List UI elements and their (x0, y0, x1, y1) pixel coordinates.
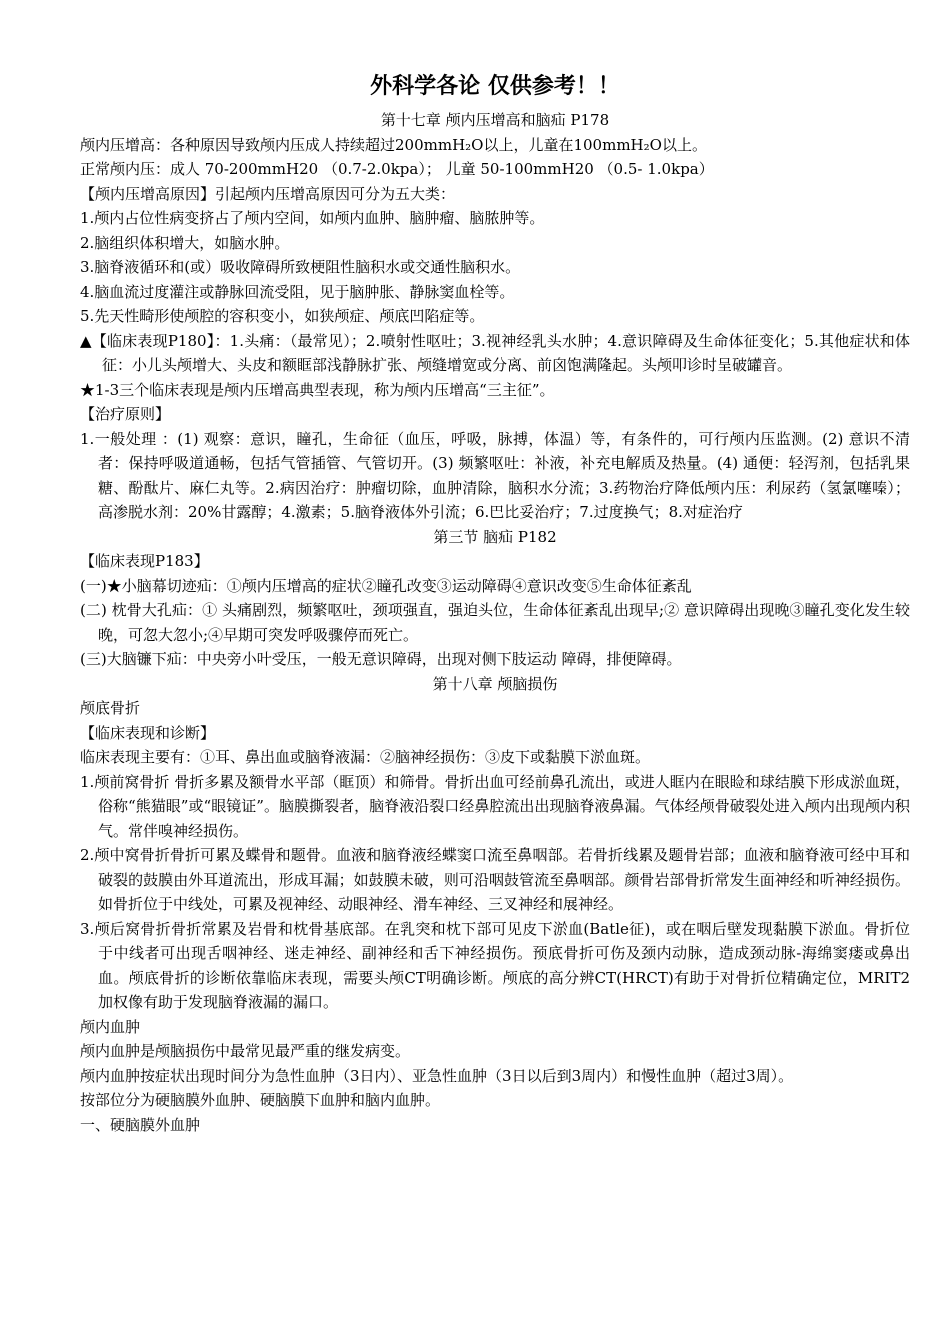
document-title: 外科学各论 仅供参考！！ (370, 74, 620, 99)
fracture-title: 颅底骨折 (80, 699, 141, 717)
cause-item: 3.脑脊液循环和(或）吸收障碍所致梗阻性脑积水或交通性脑积水。 (80, 258, 521, 276)
treatment-title: 【治疗原则】 (80, 405, 171, 423)
cause-item: 2.脑组织体积增大，如脑水肿。 (80, 233, 290, 252)
cause-item: 5.先天性畸形使颅腔的容积变小，如狭颅症、颅底凹陷症等。 (80, 307, 485, 325)
document-page (80, 72, 910, 1137)
normal-icp: 正常颅内压：成人 70-200mmH20 （0.7-2.0kpa）； 儿童 50-100mmH20 （0.5- 1.0kpa） (80, 160, 714, 178)
fracture-item: 2.颅中窝骨折骨折可累及蝶骨和题骨。血液和脑脊液经蝶窦口流至鼻咽部。若骨折线累及题骨岩部；血液和脑脊液可经中耳和破裂的鼓膜由外耳道流出，形成耳漏；如鼓膜未破，则可沿咽鼓管流至鼻咽部。颜骨岩部骨折常发生面神经和听神经损伤。如骨折位于中线处，可累及视神经、动眼神经、滑车神经、三叉神经和展神经。 (80, 846, 910, 913)
clinical-manifestations: ▲【临床表现P180】：1.头痛：（最常见）；2.喷射性呕吐；3.视神经乳头水肿；4.意识障碍及生命体征变化；5.其他症状和体征：小儿头颅增大、头皮和额眶部浅静脉扩张、颅缝增宽或分离、前囟饱满隆起。头颅叩诊时呈破罐音。 (80, 331, 910, 374)
triad-note: ★1-3三个临床表现是颅内压增高典型表现，称为颅内压增高“三主征”。 (80, 380, 555, 399)
hematoma-title: 颅内血肿 (80, 1017, 141, 1036)
chapter-18-heading: 第十八章 颅脑损伤 (432, 674, 558, 693)
hernia-clinical-title: 【临床表现P183】 (80, 552, 209, 570)
cause-item: 1.颅内占位性病变挤占了颅内空间，如颅内血肿、脑肿瘤、脑脓肿等。 (80, 209, 545, 227)
epidural-heading: 一、硬脑膜外血肿 (80, 1115, 201, 1134)
icp-definition: 颅内压增高：各种原因导致颅内压成人持续超过200mmH₂O以上，儿童在100mmH₂O以上。 (80, 135, 707, 154)
hernia-heading: 第三节 脑疝 P182 (433, 527, 557, 546)
hernia-item: (二) 枕骨大孔疝：① 头痛剧烈，频繁呕吐，颈项强直，强迫头位，生命体征紊乱出现早;② 意识障碍出现晚③瞳孔变化发生较晚，可忽大忽小;④早期可突发呼吸骤停而死亡。 (80, 601, 910, 644)
hematoma-text: 颅内血肿是颅脑损伤中最常见最严重的继发病变。 (80, 1042, 411, 1060)
chapter-17-heading: 第十七章 颅内压增高和脑疝 P178 (380, 111, 610, 129)
clinical-summary: 临床表现主要有：①耳、鼻出血或脑脊液漏：②脑神经损伤：③皮下或黏膜下淤血斑。 (80, 748, 651, 766)
cause-item: 4.脑血流过度灌注或静脉回流受阻，见于脑肿胀、静脉窦血栓等。 (80, 282, 515, 301)
hematoma-text: 颅内血肿按症状出现时间分为急性血肿（3日内）、亚急性血肿（3日以后到3周内）和慢性血肿（超过3周）。 (80, 1066, 794, 1085)
hernia-item: (三)大脑镰下疝：中央旁小叶受压，一般无意识障碍，出现对侧下肢运动 障碍，排便障碍。 (80, 650, 682, 668)
fracture-item: 1.颅前窝骨折 骨折多累及额骨水平部（眶顶）和筛骨。骨折出血可经前鼻孔流出，或进人眶内在眼睑和球结膜下形成淤血斑，俗称“熊猫眼”或“眼镜证”。脑膜撕裂者，脑脊液沿裂口经鼻腔流出出现脑脊液鼻漏。气体经颅骨破裂处进入颅内出现颅内积气。常伴嗅神经损伤。 (80, 772, 910, 840)
fracture-item: 3.颅后窝骨折骨折常累及岩骨和枕骨基底部。在乳突和枕下部可见皮下淤血(Batle征)，或在咽后壁发现黏膜下淤血。骨折位于中线者可出现舌咽神经、迷走神经、副神经和舌下神经损伤。预底骨折可伤及颈内动脉，造成颈动脉-海绵窦瘘或鼻出血。颅底骨折的诊断依靠临床表现，需要头颅CT明确诊断。颅底的高分辨CT(HRCT)有助于对骨折位精确定位，MRIT2加权像有助于发现脑脊液漏的漏口。 (80, 919, 910, 1011)
treatment-principles: 1.一般处理 ：(1) 观察：意识，瞳孔，生命征（血压，呼吸，脉搏，体温）等，有条件的，可行颅内压监测。(2) 意识不清者：保持呼吸道通畅，包括气管插管、气管切开。(3) 频繁呕吐：补液，补充电解质及热量。(4) 通便：轻泻剂，包括乳果糖、酚酞片、麻仁丸等。2.病因治疗：肿瘤切除，血肿清除，脑积水分流；3.药物治疗降低颅内压：利尿药（氢氯噻嗪）；高渗脱水剂：20%甘露醇；4.激素；5.脑脊液体外引流；6.巴比妥治疗；7.过度换气；8.对症治疗 (80, 429, 910, 521)
hernia-item: (一)★小脑幕切迹疝：①颅内压增高的症状②瞳孔改变③运动障碍④意识改变⑤生命体征紊乱 (80, 576, 692, 595)
causes-title: 【颅内压增高原因】引起颅内压增高原因可分为五大类： (80, 184, 456, 203)
diagnosis-title: 【临床表现和诊断】 (80, 723, 216, 742)
hematoma-text: 按部位分为硬脑膜外血肿、硬脑膜下血肿和脑内血肿。 (80, 1091, 441, 1109)
